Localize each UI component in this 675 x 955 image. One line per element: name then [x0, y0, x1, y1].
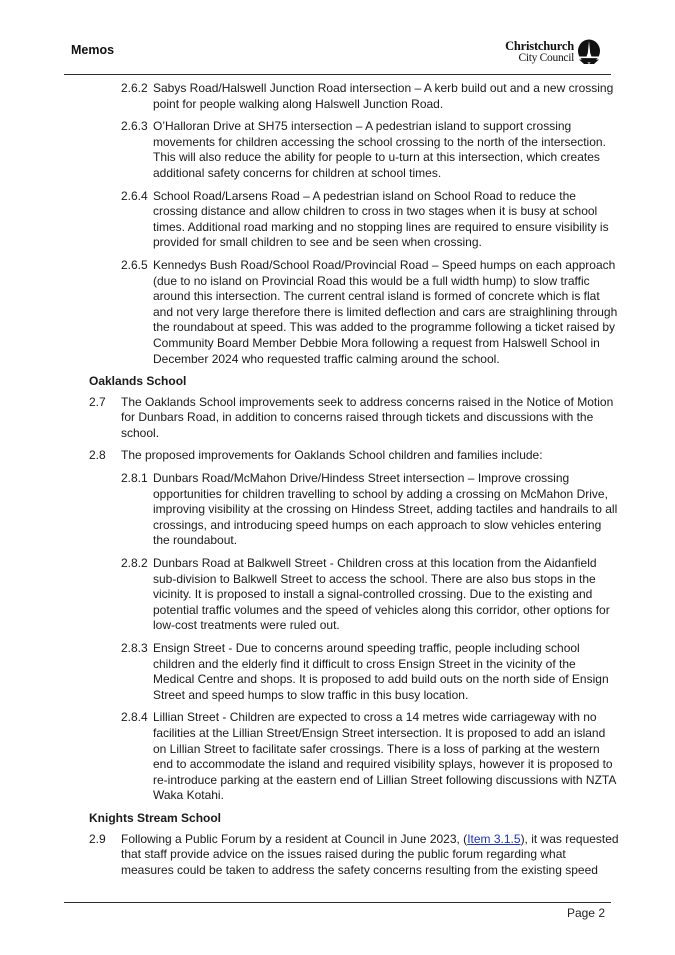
item-text: Dunbars Road at Balkwell Street - Children cross at this location from the Aidanfield sub-division to Balkwell Street to access the school. There are also bus stops in the vicinity. It is proposed to install a signal-controlled crossing. Due to the existing and potential traffic volumes and the speed of vehicles along this corridor, other options for low-cost treatments were ruled out. — [153, 556, 610, 633]
page-footer — [64, 902, 611, 920]
list-item-2-8-1 — [121, 471, 619, 549]
list-item-2-8 — [89, 448, 619, 464]
item-number: 2.8.4 — [121, 710, 148, 725]
item-number: 2.6.5 — [121, 257, 148, 272]
item-number: 2.8.2 — [121, 556, 148, 571]
list-item-2-6-3 — [121, 119, 619, 181]
list-item-2-8-3 — [121, 641, 619, 703]
item-number: 2.9 — [89, 831, 106, 846]
section-heading-oaklands: Oaklands School — [89, 374, 187, 389]
cathedral-spire-icon — [577, 39, 601, 65]
council-logo — [505, 39, 601, 65]
item-number: 2.6.3 — [121, 119, 148, 134]
item-text: School Road/Larsens Road – A pedestrian island on School Road to reduce the crossing distance and allow children to cross in two stages when it is busy at school times. Additional road marking and no stopping lines are required to ensure visibility is provided for small children to see and be seen when crossing. — [153, 188, 609, 250]
item-text: Sabys Road/Halswell Junction Road intersection – A kerb build out and a new crossing point for people walking along Halswell Junction Road. — [153, 81, 614, 111]
list-item-2-6-2 — [121, 81, 619, 112]
item-text: Ensign Street - Due to concerns around speeding traffic, people including school children and the elderly find it difficult to cross Ensign Street in the vicinity of the Medical Centre and shops. It is proposed to add build outs on the north side of Ensign Street and speed humps to slow traffic in this busy location. — [153, 641, 609, 702]
logo-text — [505, 40, 574, 64]
header-title: Memos — [71, 43, 115, 57]
item-text: The proposed improvements for Oaklands School children and families include: — [121, 448, 543, 463]
item-text-before-link: Following a Public Forum by a resident at Council in June 2023, ( — [121, 831, 468, 846]
list-item-2-8-4 — [121, 710, 619, 804]
item-number: 2.6.4 — [121, 188, 148, 203]
item-text: Kennedys Bush Road/School Road/Provincial Road – Speed humps on each approach (due to no island on Provincial Road this would be a full width hump) to slow traffic around this intersection. The current central island is formed of concrete which is flat and not very large therefore there is limited deflection and cars are straighlining through the roundabout at speed. This was added to the programme following a ticket raised by Community Board Member Debbie Mora following a request from Halswell School in December 2024 who requested traffic calming around the school. — [153, 257, 618, 366]
item-number: 2.8 — [89, 448, 106, 463]
item-3-1-5-link[interactable]: Item 3.1.5 — [467, 831, 521, 846]
logo-line-1: Christchurch — [505, 39, 574, 53]
page-number: Page 2 — [566, 906, 605, 920]
list-item-2-6-5 — [121, 258, 619, 367]
page-header — [64, 34, 611, 75]
item-text: The Oaklands School improvements seek to address concerns raised in the Notice of Motion for Dunbars Road, in addition to concerns raised through tickets and discussions with the school. — [121, 394, 614, 440]
list-item-2-6-4 — [121, 189, 619, 251]
document-body — [89, 81, 619, 885]
item-text: O’Halloran Drive at SH75 intersection – A pedestrian island to support crossing movements for children accessing the school crossing to the north of the intersection. This will also reduce the ability for people to u-turn at this intersection, which creates additional safety concerns for children at school times. — [153, 119, 606, 180]
item-number: 2.6.2 — [121, 81, 148, 95]
item-text — [121, 832, 619, 879]
logo-line-2: City Council — [518, 52, 574, 64]
item-text: Dunbars Road/McMahon Drive/Hindess Street intersection – Improve crossing opportunities for children travelling to school by adding a crossing on McMahon Drive, improving visibility at the crossing on Hindess Street, adding tactiles and handrails to all crossings, and introducing speed humps on each approach to slow vehicles entering the roundabout. — [153, 471, 618, 548]
item-number: 2.7 — [89, 394, 106, 409]
section-heading-knights-stream: Knights Stream School — [89, 810, 222, 825]
list-item-2-8-2 — [121, 556, 619, 634]
item-text-after-link: ), it was requested that staff provide advice on the issues raised during the public forum regarding what measures could be taken to address the safety concerns resulting from the existing speed — [121, 831, 619, 877]
item-text: Lillian Street - Children are expected to cross a 14 metres wide carriageway with no facilities at the Lillian Street/Ensign Street intersection. It is proposed to add an island on Lillian Street to facilitate safer crossings. There is a loss of parking at the western end to accommodate the island and required visibility splays, however it is proposed to re-introduce parking at the eastern end of Lillian Street following discussions with NZTA Waka Kotahi. — [153, 710, 616, 803]
item-number: 2.8.3 — [121, 641, 148, 655]
list-item-2-7 — [89, 395, 619, 442]
list-item-2-9 — [89, 832, 619, 879]
item-number: 2.8.1 — [121, 471, 148, 486]
